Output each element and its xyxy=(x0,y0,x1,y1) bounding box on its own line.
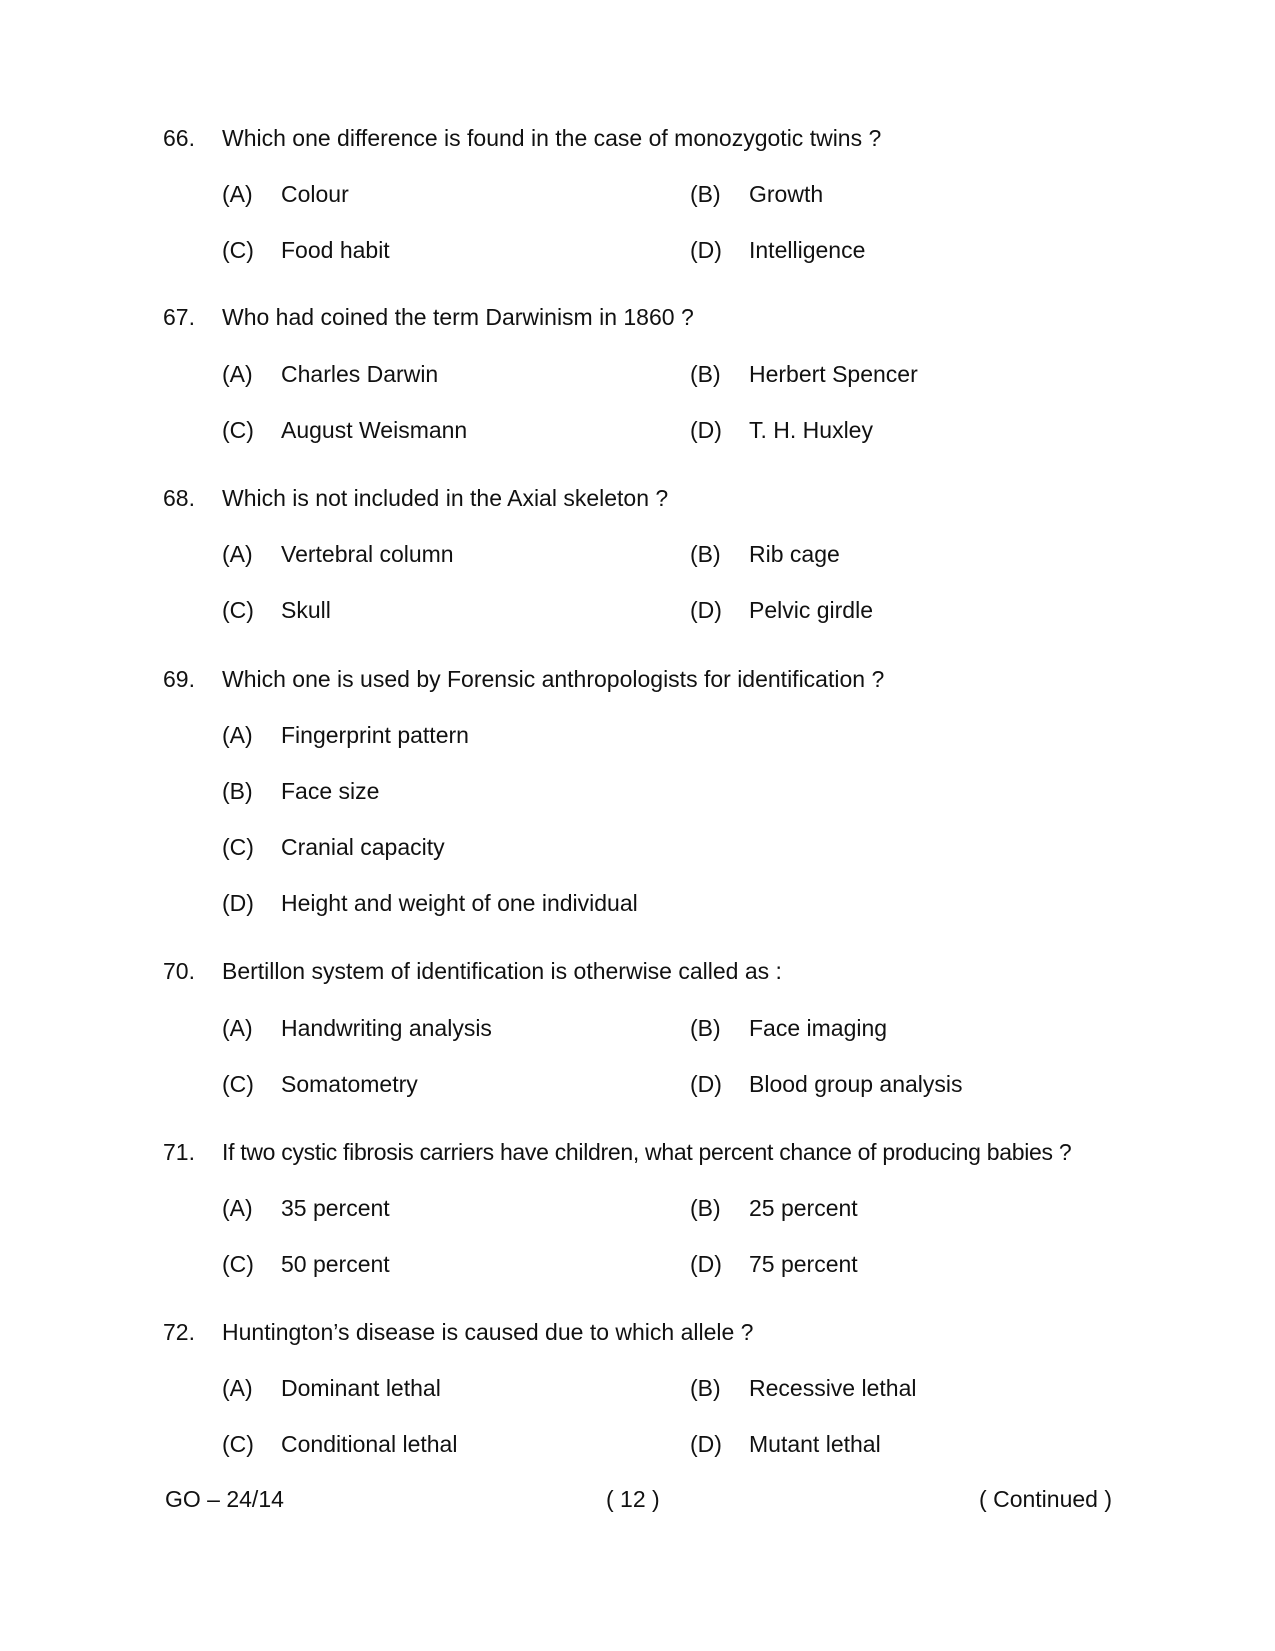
option-label: (D) xyxy=(690,1431,722,1457)
question-text: Which is not included in the Axial skeleton ? xyxy=(222,485,669,511)
option-label: (C) xyxy=(222,597,254,623)
option-label: (B) xyxy=(690,541,721,567)
option-text: Pelvic girdle xyxy=(749,597,873,623)
option-label: (B) xyxy=(222,778,253,804)
option-text: Intelligence xyxy=(749,237,866,263)
option-text: Food habit xyxy=(281,237,390,263)
option-label: (A) xyxy=(222,1195,253,1221)
question-number: 66. xyxy=(163,125,195,151)
option-text: Somatometry xyxy=(281,1071,418,1097)
option-text: Recessive lethal xyxy=(749,1375,917,1401)
option-text: Cranial capacity xyxy=(281,834,445,860)
option-text: 75 percent xyxy=(749,1251,858,1277)
option-text: Face imaging xyxy=(749,1015,888,1041)
option-label: (C) xyxy=(222,417,254,443)
option-text: August Weismann xyxy=(281,417,468,443)
option-label: (C) xyxy=(222,1071,254,1097)
option-text: Handwriting analysis xyxy=(281,1015,492,1041)
option-text: 50 percent xyxy=(281,1251,390,1277)
option-text: 35 percent xyxy=(281,1195,390,1221)
option-text: Charles Darwin xyxy=(281,361,439,387)
question-text: Who had coined the term Darwinism in 1860 ? xyxy=(222,304,694,330)
option-label: (C) xyxy=(222,1431,254,1457)
option-text: Face size xyxy=(281,778,380,804)
option-label: (A) xyxy=(222,181,253,207)
option-text: T. H. Huxley xyxy=(749,417,873,443)
option-label: (C) xyxy=(222,834,254,860)
option-label: (A) xyxy=(222,1015,253,1041)
question-number: 71. xyxy=(163,1139,195,1165)
option-label: (B) xyxy=(690,361,721,387)
question-text: Bertillon system of identification is otherwise called as : xyxy=(222,958,782,984)
option-label: (C) xyxy=(222,237,254,263)
option-text: Vertebral column xyxy=(281,541,454,567)
option-text: 25 percent xyxy=(749,1195,858,1221)
option-text: Blood group analysis xyxy=(749,1071,963,1097)
option-text: Dominant lethal xyxy=(281,1375,441,1401)
question-text: Which one is used by Forensic anthropologists for identification ? xyxy=(222,666,885,692)
question-text: Which one difference is found in the case of monozygotic twins ? xyxy=(222,125,882,151)
option-text: Conditional lethal xyxy=(281,1431,458,1457)
question-number: 72. xyxy=(163,1319,195,1345)
option-label: (B) xyxy=(690,1195,721,1221)
option-label: (D) xyxy=(690,597,722,623)
option-label: (D) xyxy=(690,417,722,443)
option-text: Herbert Spencer xyxy=(749,361,918,387)
option-text: Fingerprint pattern xyxy=(281,722,469,748)
option-label: (B) xyxy=(690,1375,721,1401)
page-number: ( 12 ) xyxy=(606,1486,660,1512)
option-label: (A) xyxy=(222,722,253,748)
question-text: Huntington’s disease is caused due to which allele ? xyxy=(222,1319,754,1345)
option-text: Growth xyxy=(749,181,824,207)
option-label: (A) xyxy=(222,541,253,567)
option-label: (B) xyxy=(690,181,721,207)
option-label: (A) xyxy=(222,1375,253,1401)
option-label: (D) xyxy=(690,1071,722,1097)
option-label: (D) xyxy=(222,890,254,916)
question-text: If two cystic fibrosis carriers have children, what percent chance of producing babies ? xyxy=(222,1139,1072,1165)
question-number: 68. xyxy=(163,485,195,511)
option-text: Skull xyxy=(281,597,331,623)
option-label: (C) xyxy=(222,1251,254,1277)
option-text: Rib cage xyxy=(749,541,840,567)
option-label: (D) xyxy=(690,1251,722,1277)
continued-label: ( Continued ) xyxy=(979,1486,1112,1512)
option-label: (B) xyxy=(690,1015,721,1041)
option-label: (A) xyxy=(222,361,253,387)
paper-code: GO – 24/14 xyxy=(165,1486,284,1512)
question-number: 69. xyxy=(163,666,195,692)
option-label: (D) xyxy=(690,237,722,263)
option-text: Mutant lethal xyxy=(749,1431,881,1457)
question-number: 70. xyxy=(163,958,195,984)
question-number: 67. xyxy=(163,304,195,330)
option-text: Height and weight of one individual xyxy=(281,890,638,916)
option-text: Colour xyxy=(281,181,349,207)
